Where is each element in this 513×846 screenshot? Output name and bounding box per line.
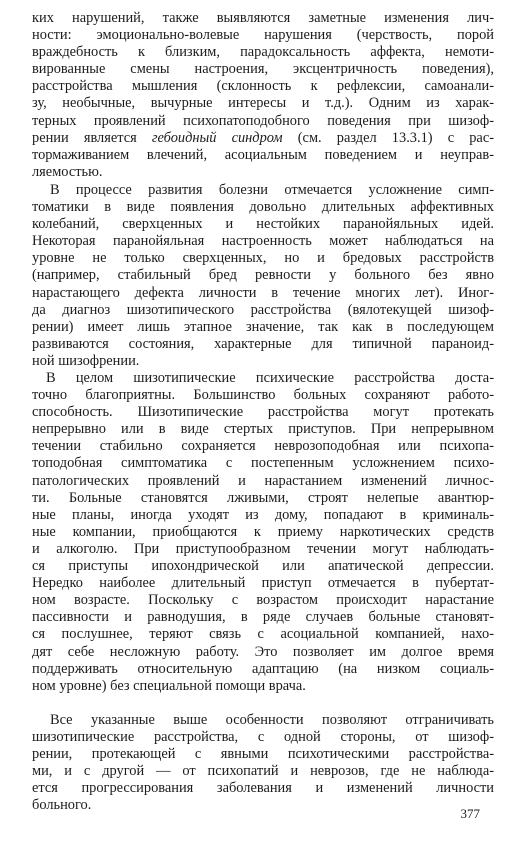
text-line: шизотипические расстройства, с одной стороны, от шизоф- xyxy=(32,729,494,746)
text-line: пассивности и равнодушия, в ряде случаев больные становят- xyxy=(32,609,494,626)
text-line: непрерывно или в виде стертых приступов. При непрерывном xyxy=(32,421,494,438)
text-line: дят себе несложную работу. Это позволяет им долгое время xyxy=(32,643,494,660)
text-line: (например, стабильный бред ревности у больного без явно xyxy=(32,267,494,284)
text-line: ся приступы ипохондрической или апатической депрессии. xyxy=(32,558,494,575)
paragraph xyxy=(32,712,494,815)
text-line: патологических проявлений и нарастанием изменений личнос- xyxy=(32,472,494,489)
text-line: В процессе развития болезни отмечается усложнение симп- xyxy=(50,182,494,198)
text-line: терных проявлений психопатоподобного поведения при шизоф- xyxy=(32,112,494,129)
text-line: В целом шизотипические психические расстройства доста- xyxy=(46,370,494,386)
text-line: да диагноз шизотипического расстройства (вялотекущей шизоф- xyxy=(32,301,494,318)
text-line: ном возрасте. Поскольку с возрастом происходит нарастание xyxy=(32,592,494,609)
text-line: течении стабильно сохраняется неврозоподобная или психопа- xyxy=(32,438,494,455)
text-line: вированные смены настроения, эксцентричность поведения), xyxy=(32,61,494,78)
text-line: враждебность к близким, парадоксальность аффекта, немоти- xyxy=(32,44,494,61)
text-line: уровне не только сверхценных, но и бредовых расстройств xyxy=(32,250,494,267)
italic-term: гебоидный синдром xyxy=(151,129,283,146)
text-line: зу, необычные, вычурные интересы и т.д.). Одним из харак- xyxy=(32,95,494,112)
paragraph xyxy=(32,370,494,695)
text-line: томатики в виде появления довольно длительных аффективных xyxy=(32,199,494,216)
text-line: Все указанные выше особенности позволяют отграничивать xyxy=(50,712,494,728)
text-line: нарастающего дефекта личности в течение многих лет). Иног- xyxy=(32,284,494,301)
text-line: рении является гебоидный синдром (см. раздел 13.3.1) с рас- xyxy=(32,129,494,146)
text-line: топодобная симптоматика с постепенным усложнением психо- xyxy=(32,455,494,472)
text-line: тормаживанием влечений, асоциальным поведением и неуправ- xyxy=(32,146,494,163)
text-line: больного. xyxy=(32,797,92,814)
text-line: ной шизофрении. xyxy=(32,352,140,369)
text-line: ти. Больные становятся лживыми, строят нелепые авантюр- xyxy=(32,489,494,506)
text-line: и алкоголю. При приступообразном течении могут наблюдать- xyxy=(32,540,494,557)
text-line: способность. Шизотипические расстройства могут протекать xyxy=(32,404,494,421)
page-number: 377 xyxy=(460,806,480,821)
text-line: ности: эмоционально-волевые нарушения (черствость, порой xyxy=(32,27,494,44)
text-line: колебаний, сверхценных и нестойких паранойяльных идей. xyxy=(32,216,494,233)
text-line: Некоторая паранойяльная настроенность может наблюдаться на xyxy=(32,233,494,250)
text-line: расстройства мышления (склонность к рефлексии, самоанали- xyxy=(32,78,494,95)
text-line: ется прогрессирования заболевания и изменений личности xyxy=(32,780,494,797)
text-line: ляемостью. xyxy=(32,163,103,180)
paragraph xyxy=(32,10,494,181)
text-line: поддерживать относительную адаптацию (на низком социаль- xyxy=(32,660,494,677)
text-line: ные компании, приобщаются к приему наркотических средств xyxy=(32,523,494,540)
text-line: точно благоприятны. Большинство больных сохраняют работо- xyxy=(32,387,494,404)
text-line: ся послушнее, теряют связь с асоциальной компанией, нахо- xyxy=(32,626,494,643)
text-line: ном уровне) без специальной помощи врача. xyxy=(32,677,306,694)
text-line: рении, протекающей с явными психотическими расстройства- xyxy=(32,746,494,763)
text-line: Нередко наиболее длительный приступ отмечается в пубертат- xyxy=(32,575,494,592)
text-line: ких нарушений, также выявляются заметные изменения лич- xyxy=(32,10,494,26)
text-line: ные планы, иногда уходят из дому, попадают в криминаль- xyxy=(32,506,494,523)
text-line: развиваются состояния, характерные для типичной параноид- xyxy=(32,335,494,352)
paragraph xyxy=(32,182,494,370)
text-line: ми, и с другой — от психопатий и неврозов, где не наблюда- xyxy=(32,763,494,780)
text-line: рении) имеет лишь этапное значение, так как в последующем xyxy=(32,318,494,335)
